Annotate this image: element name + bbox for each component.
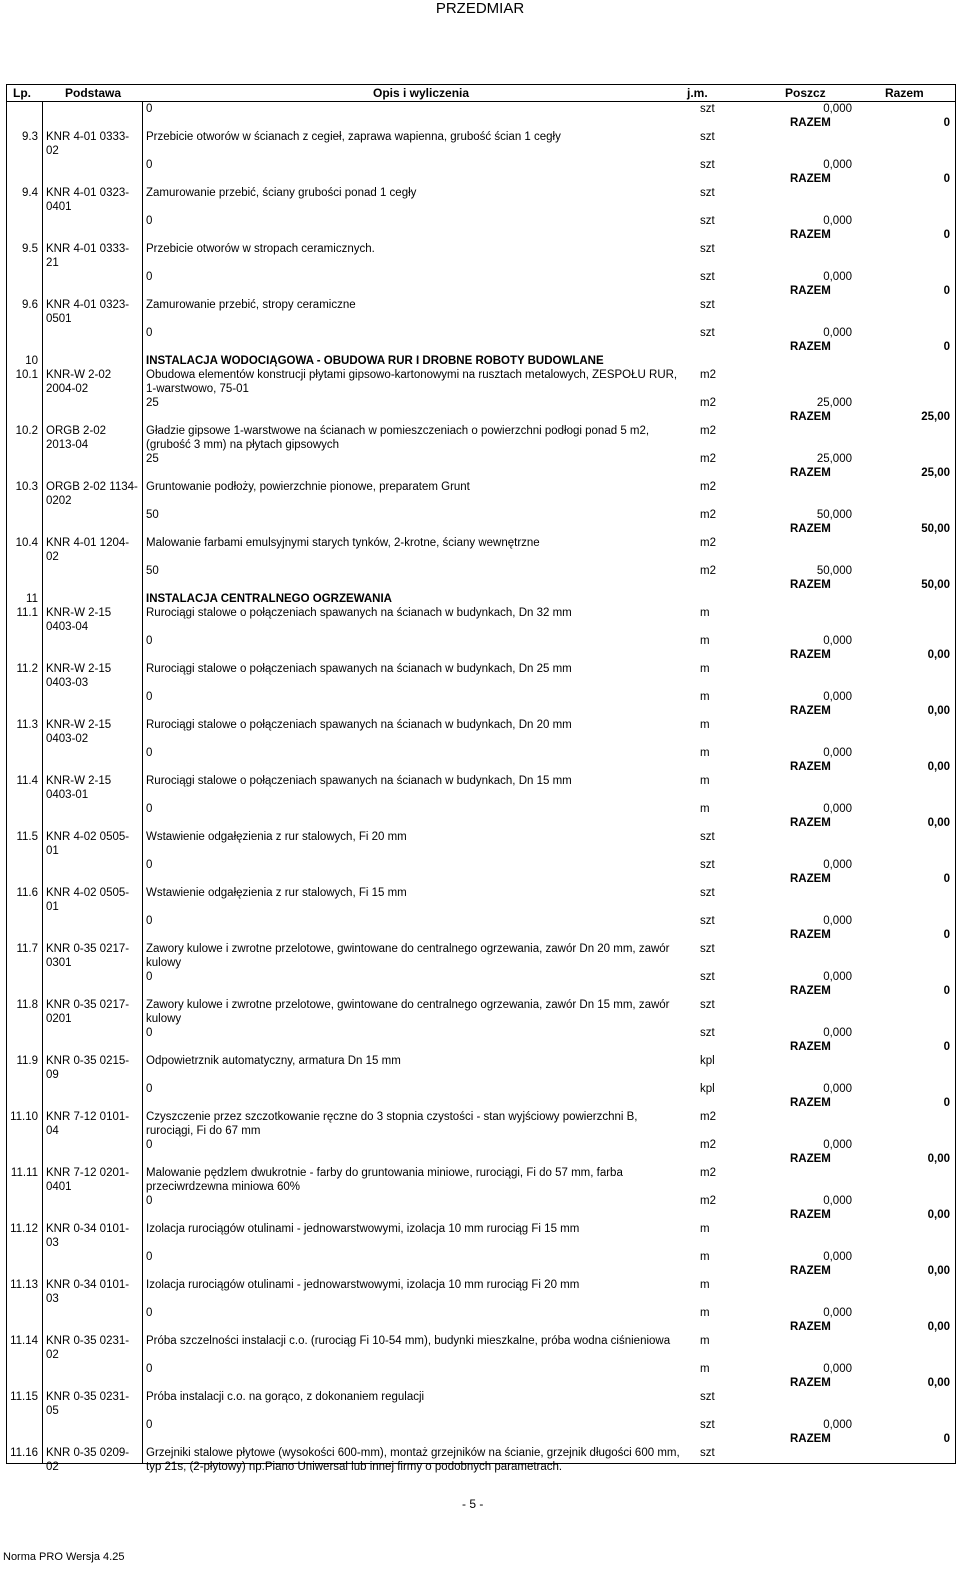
row-lp: 9.5 — [22, 243, 38, 255]
row-poszcz: 0,000 — [823, 1083, 852, 1095]
row-podstawa: KNR 4-01 0333-02 — [46, 131, 130, 157]
row-unit: m2 — [700, 1167, 716, 1179]
row-calc: 0 — [146, 1027, 153, 1039]
row-unit: m2 — [700, 1195, 716, 1207]
row-unit: szt — [700, 187, 715, 199]
row-unit: szt — [700, 131, 715, 143]
row-poszcz: 25,000 — [816, 453, 852, 465]
row-podstawa: KNR-W 2-15 0403-02 — [46, 719, 112, 745]
row-opis: Zamurowanie przebić, ściany grubości ponad 1 cegły — [146, 187, 417, 199]
row-calc: 0 — [146, 1363, 153, 1375]
row-opis: Zamurowanie przebić, stropy ceramiczne — [146, 299, 356, 311]
row-poszcz: 0,000 — [823, 803, 852, 815]
row-razem: 0,00 — [927, 817, 950, 829]
row-unit: kpl — [700, 1083, 715, 1095]
razem-label: RAZEM — [790, 1097, 831, 1109]
row-razem: 0 — [943, 1097, 950, 1109]
row-unit: szt — [700, 915, 715, 927]
row-unit: m — [700, 1307, 710, 1319]
row-unit: m2 — [700, 397, 716, 409]
row-poszcz: 0,000 — [823, 635, 852, 647]
row-unit: m — [700, 663, 710, 675]
row-podstawa: KNR 4-01 0323-0401 — [46, 187, 130, 213]
row-razem: 0,00 — [927, 761, 950, 773]
row-lp: 11.2 — [16, 663, 38, 675]
row-opis: Wstawienie odgałęzienia z rur stalowych, Fi 20 mm — [146, 831, 407, 843]
row-poszcz: 0,000 — [823, 1027, 852, 1039]
software-footer: Norma PRO Wersja 4.25 — [3, 1551, 125, 1563]
row-calc: 0 — [146, 747, 153, 759]
row-podstawa: KNR 0-35 0215-09 — [46, 1055, 130, 1081]
razem-label: RAZEM — [790, 1209, 831, 1221]
row-calc: 0 — [146, 1251, 153, 1263]
row-unit: szt — [700, 971, 715, 983]
row-calc: 25 — [146, 453, 159, 465]
row-razem: 0 — [943, 929, 950, 941]
row-podstawa: KNR-W 2-15 0403-04 — [46, 607, 112, 633]
row-unit: m — [700, 775, 710, 787]
row-calc: 0 — [146, 1419, 153, 1431]
row-podstawa: KNR 0-35 0231-02 — [46, 1335, 130, 1361]
row-calc: 50 — [146, 565, 159, 577]
row-poszcz: 0,000 — [823, 1363, 852, 1375]
row-podstawa: KNR 4-02 0505-01 — [46, 831, 130, 857]
row-lp: 11.6 — [16, 887, 38, 899]
row-lp: 11.1 — [16, 607, 38, 619]
row-calc: 0 — [146, 159, 153, 171]
row-razem: 0 — [943, 341, 950, 353]
row-razem: 0,00 — [927, 1153, 950, 1165]
row-razem: 25,00 — [921, 411, 950, 423]
row-unit: szt — [700, 1391, 715, 1403]
row-unit: szt — [700, 215, 715, 227]
row-podstawa: KNR 0-35 0217-0201 — [46, 999, 130, 1025]
table-header — [6, 84, 956, 101]
row-poszcz: 0,000 — [823, 103, 852, 115]
razem-label: RAZEM — [790, 1377, 831, 1389]
row-lp: 11.4 — [16, 775, 38, 787]
row-unit: m — [700, 1223, 710, 1235]
row-calc: 25 — [146, 397, 159, 409]
row-opis: Obudowa elementów konstrucji płytami gipsowo-kartonowymi na rusztach metalowych, ZESPOŁU RUR, 1-warstwowo, 75-01 — [146, 369, 678, 395]
row-unit: m — [700, 803, 710, 815]
row-calc: 0 — [146, 1083, 153, 1095]
row-razem: 0,00 — [927, 649, 950, 661]
row-opis: Rurociągi stalowe o połączeniach spawanych na ścianach w budynkach, Dn 32 mm — [146, 607, 572, 619]
row-opis: Wstawienie odgałęzienia z rur stalowych, Fi 15 mm — [146, 887, 407, 899]
row-podstawa: KNR 0-34 0101-03 — [46, 1279, 130, 1305]
row-lp: 11.7 — [16, 943, 38, 955]
row-opis: Malowanie pędzlem dwukrotnie - farby do gruntowania miniowe, rurociągi, Fi do 57 mm, farba przeciwrdzewna miniowa 60% — [146, 1167, 623, 1193]
row-opis: Próba szczelności instalacji c.o. (rurociąg Fi 10-54 mm), budynki mieszkalne, próba wodna ciśnieniowa — [146, 1335, 671, 1347]
row-calc: 0 — [146, 691, 153, 703]
row-lp: 9.4 — [22, 187, 38, 199]
row-calc: 0 — [146, 1195, 153, 1207]
row-calc: 0 — [146, 915, 153, 927]
row-poszcz: 0,000 — [823, 1195, 852, 1207]
row-opis: Zawory kulowe i zwrotne przelotowe, gwintowane do centralnego ogrzewania, zawór Dn 20 mm, zawór kulowy — [146, 943, 670, 969]
row-razem: 0,00 — [927, 1209, 950, 1221]
row-calc: 0 — [146, 327, 153, 339]
row-calc: 0 — [146, 635, 153, 647]
row-calc: 50 — [146, 509, 159, 521]
row-unit: szt — [700, 887, 715, 899]
razem-label: RAZEM — [790, 1433, 831, 1445]
row-unit: m — [700, 719, 710, 731]
row-poszcz: 0,000 — [823, 271, 852, 283]
row-podstawa: KNR 4-01 0333-21 — [46, 243, 130, 269]
row-razem: 0 — [943, 285, 950, 297]
row-calc: 0 — [146, 971, 153, 983]
row-lp: 10.4 — [15, 537, 38, 549]
razem-label: RAZEM — [790, 523, 831, 535]
row-unit: kpl — [700, 1055, 715, 1067]
row-poszcz: 0,000 — [823, 971, 852, 983]
row-unit: m2 — [700, 537, 716, 549]
row-razem: 0,00 — [927, 705, 950, 717]
row-razem: 25,00 — [921, 467, 950, 479]
row-unit: szt — [700, 1027, 715, 1039]
row-calc: 0 — [146, 271, 153, 283]
row-opis: Próba instalacji c.o. na gorąco, z dokonaniem regulacji — [146, 1391, 425, 1403]
row-unit: szt — [700, 859, 715, 871]
row-lp: 11.3 — [16, 719, 38, 731]
row-razem: 0 — [943, 873, 950, 885]
row-unit: szt — [700, 271, 715, 283]
row-opis: Izolacja rurociągów otulinami - jednowarstwowymi, izolacja 10 mm rurociąg Fi 15 mm — [146, 1223, 580, 1235]
row-unit: szt — [700, 1447, 715, 1459]
row-razem: 0 — [943, 229, 950, 241]
row-unit: m — [700, 635, 710, 647]
header-razem: Razem — [885, 86, 924, 100]
row-opis: Gruntowanie podłoży, powierzchnie pionowe, preparatem Grunt — [146, 481, 470, 493]
row-podstawa: KNR 7-12 0101-04 — [46, 1111, 130, 1137]
row-unit: m — [700, 1279, 710, 1291]
row-lp: 10.1 — [15, 369, 38, 381]
row-podstawa: KNR 4-01 0323-0501 — [46, 299, 130, 325]
row-razem: 0,00 — [927, 1321, 950, 1333]
row-lp: 11.11 — [10, 1167, 38, 1179]
razem-label: RAZEM — [790, 1265, 831, 1277]
header-jm: j.m. — [687, 86, 708, 100]
header-podstawa: Podstawa — [65, 86, 122, 100]
row-lp: 10.3 — [15, 481, 38, 493]
row-opis: Rurociągi stalowe o połączeniach spawanych na ścianach w budynkach, Dn 25 mm — [146, 663, 572, 675]
row-podstawa: KNR-W 2-02 2004-02 — [46, 369, 112, 395]
row-poszcz: 50,000 — [816, 565, 852, 577]
row-opis: Odpowietrznik automatyczny, armatura Dn 15 mm — [146, 1055, 401, 1067]
razem-label: RAZEM — [790, 341, 831, 353]
page-title: PRZEDMIAR — [435, 0, 525, 17]
razem-label: RAZEM — [790, 817, 831, 829]
row-unit: szt — [700, 299, 715, 311]
row-unit: m — [700, 607, 710, 619]
row-razem: 0,00 — [927, 1265, 950, 1277]
row-unit: m — [700, 1335, 710, 1347]
razem-label: RAZEM — [790, 649, 831, 661]
razem-label: RAZEM — [790, 467, 831, 479]
row-lp: 11.10 — [10, 1111, 38, 1123]
row-podstawa: ORGB 2-02 1134-0202 — [46, 481, 138, 507]
header-opis: Opis i wyliczenia — [373, 86, 470, 100]
row-poszcz: 25,000 — [816, 397, 852, 409]
row-lp: 11 — [26, 593, 38, 605]
razem-label: RAZEM — [790, 1321, 831, 1333]
row-poszcz: 0,000 — [823, 691, 852, 703]
row-unit: m2 — [700, 453, 716, 465]
row-unit: szt — [700, 831, 715, 843]
row-poszcz: 0,000 — [823, 859, 852, 871]
header-lp: Lp. — [13, 86, 31, 100]
row-poszcz: 50,000 — [816, 509, 852, 521]
row-podstawa: KNR 0-34 0101-03 — [46, 1223, 130, 1249]
row-unit: m2 — [700, 425, 716, 437]
row-opis: Gładzie gipsowe 1-warstwowe na ścianach w pomieszczeniach o powierzchni podłogi ponad 5 m2, (grubość 3 mm) na płytach gipsowych — [146, 425, 650, 451]
row-razem: 50,00 — [921, 579, 950, 591]
row-podstawa: KNR 0-35 0217-0301 — [46, 943, 130, 969]
row-poszcz: 0,000 — [823, 1139, 852, 1151]
row-podstawa: KNR-W 2-15 0403-01 — [46, 775, 112, 801]
row-lp: 11.13 — [10, 1279, 38, 1291]
row-razem: 0,00 — [927, 1377, 950, 1389]
page-number: - 5 - — [462, 1497, 484, 1511]
row-lp: 10 — [25, 355, 38, 367]
row-poszcz: 0,000 — [823, 1307, 852, 1319]
row-calc: 0 — [146, 803, 153, 815]
row-poszcz: 0,000 — [823, 159, 852, 171]
razem-label: RAZEM — [790, 411, 831, 423]
razem-label: RAZEM — [790, 873, 831, 885]
row-calc: 0 — [146, 215, 153, 227]
row-poszcz: 0,000 — [823, 747, 852, 759]
row-unit: szt — [700, 243, 715, 255]
row-poszcz: 0,000 — [823, 1251, 852, 1263]
row-opis: Rurociągi stalowe o połączeniach spawanych na ścianach w budynkach, Dn 15 mm — [146, 775, 572, 787]
row-unit: m2 — [700, 1139, 716, 1151]
row-opis: Izolacja rurociągów otulinami - jednowarstwowymi, izolacja 10 mm rurociąg Fi 20 mm — [146, 1279, 580, 1291]
row-poszcz: 0,000 — [823, 1419, 852, 1431]
row-razem: 0 — [943, 985, 950, 997]
row-podstawa: KNR 7-12 0201-0401 — [46, 1167, 130, 1193]
row-lp: 9.6 — [22, 299, 38, 311]
row-unit: m — [700, 1363, 710, 1375]
row-opis: Przebicie otworów w stropach ceramicznych. — [146, 243, 375, 255]
row-unit: szt — [700, 103, 715, 115]
row-podstawa: KNR 4-02 0505-01 — [46, 887, 130, 913]
row-opis: Czyszczenie przez szczotkowanie ręczne do 3 stopnia czystości - stan wyjściowy powierzchni B, rurociągi, Fi do 67 mm — [146, 1111, 638, 1137]
row-podstawa: KNR 0-35 0231-05 — [46, 1391, 130, 1417]
row-razem: 50,00 — [921, 523, 950, 535]
row-opis: Grzejniki stalowe płytowe (wysokości 600-mm), montaż grzejników na ścianie, grzejnik długości 600 mm, typ 21s, (2-płytowy) np.Piano Uniwersal lub innej firmy o podobnych parametrach. — [146, 1447, 680, 1473]
section-title: INSTALACJA CENTRALNEGO OGRZEWANIA — [146, 593, 392, 605]
row-unit: m2 — [700, 481, 716, 493]
razem-label: RAZEM — [790, 1153, 831, 1165]
row-opis: Rurociągi stalowe o połączeniach spawanych na ścianach w budynkach, Dn 20 mm — [146, 719, 572, 731]
row-poszcz: 0,000 — [823, 915, 852, 927]
row-opis: Malowanie farbami emulsyjnymi starych tynków, 2-krotne, ściany wewnętrzne — [146, 537, 540, 549]
row-unit: m — [700, 747, 710, 759]
row-calc: 0 — [146, 103, 153, 115]
row-unit: szt — [700, 1419, 715, 1431]
row-unit: szt — [700, 999, 715, 1011]
row-podstawa: KNR 0-35 0209-02 — [46, 1447, 130, 1473]
razem-label: RAZEM — [790, 285, 831, 297]
row-unit: szt — [700, 159, 715, 171]
row-lp: 11.9 — [16, 1055, 38, 1067]
row-lp: 10.2 — [15, 425, 38, 437]
row-lp: 11.12 — [10, 1223, 38, 1235]
razem-label: RAZEM — [790, 117, 831, 129]
row-lp: 11.8 — [16, 999, 38, 1011]
row-razem: 0 — [943, 1041, 950, 1053]
row-calc: 0 — [146, 1307, 153, 1319]
razem-label: RAZEM — [790, 579, 831, 591]
row-razem: 0 — [943, 117, 950, 129]
row-unit: m2 — [700, 1111, 716, 1123]
razem-label: RAZEM — [790, 761, 831, 773]
row-calc: 0 — [146, 1139, 153, 1151]
row-unit: szt — [700, 943, 715, 955]
row-unit: m2 — [700, 509, 716, 521]
row-podstawa: KNR-W 2-15 0403-03 — [46, 663, 112, 689]
row-lp: 11.15 — [10, 1391, 38, 1403]
header-poszcz: Poszcz — [785, 86, 826, 100]
row-unit: m2 — [700, 565, 716, 577]
row-podstawa: KNR 4-01 1204-02 — [46, 537, 130, 563]
row-opis: Zawory kulowe i zwrotne przelotowe, gwintowane do centralnego ogrzewania, zawór Dn 15 mm, zawór kulowy — [146, 999, 670, 1025]
row-unit: m — [700, 1251, 710, 1263]
row-poszcz: 0,000 — [823, 215, 852, 227]
row-unit: m — [700, 691, 710, 703]
row-razem: 0 — [943, 1433, 950, 1445]
row-poszcz: 0,000 — [823, 327, 852, 339]
row-unit: szt — [700, 327, 715, 339]
razem-label: RAZEM — [790, 985, 831, 997]
razem-label: RAZEM — [790, 1041, 831, 1053]
row-calc: 0 — [146, 859, 153, 871]
row-unit: m2 — [700, 369, 716, 381]
section-title: INSTALACJA WODOCIĄGOWA - OBUDOWA RUR I DROBNE ROBOTY BUDOWLANE — [146, 355, 604, 367]
row-lp: 11.14 — [10, 1335, 38, 1347]
razem-label: RAZEM — [790, 229, 831, 241]
row-opis: Przebicie otworów w ścianach z cegieł, zaprawa wapienna, grubość ścian 1 cegły — [146, 131, 561, 143]
row-podstawa: ORGB 2-02 2013-04 — [46, 425, 107, 451]
razem-label: RAZEM — [790, 705, 831, 717]
row-razem: 0 — [943, 173, 950, 185]
razem-label: RAZEM — [790, 929, 831, 941]
razem-label: RAZEM — [790, 173, 831, 185]
row-lp: 9.3 — [22, 131, 38, 143]
row-lp: 11.5 — [16, 831, 38, 843]
row-lp: 11.16 — [10, 1447, 38, 1459]
